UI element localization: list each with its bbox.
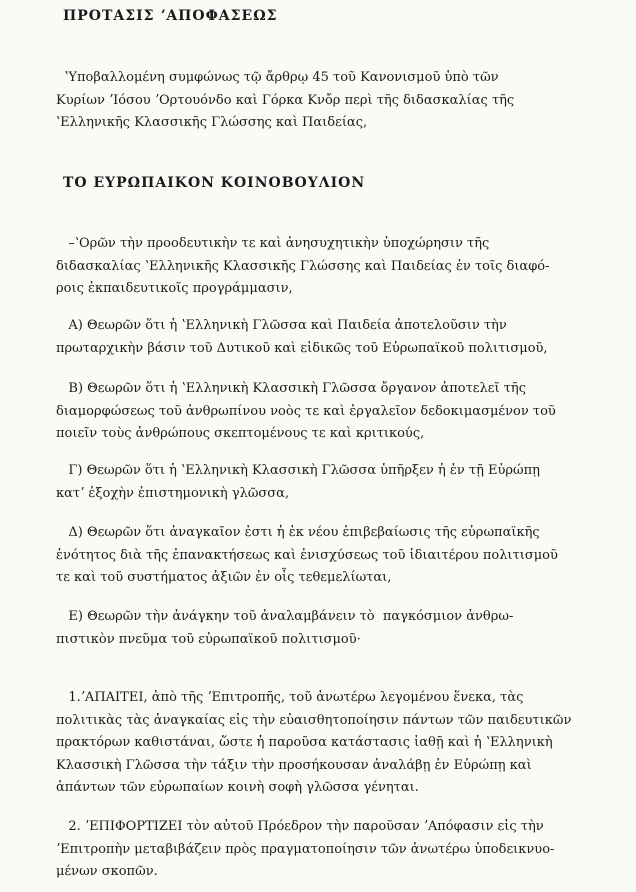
text-line: ʽΕλληνικῆς Κλασσικῆς Γλώσσης καὶ Παιδείας, (56, 115, 368, 130)
text-line: ʼΕπιτροπὴν μεταβιβάζειν πρὸς πραγματοποίησιν τῶν ἀνωτέρω ὑποδεικνυο- (56, 841, 555, 857)
text-line: πρωταρχικὴν βάσιν τοῦ Δυτικοῦ καὶ εἰδικῶς τοῦ Εὐρωπαϊκοῦ πολιτισμοῦ, (56, 340, 548, 356)
text-line: 2. ʼΕΠΙΦΟΡΤΙΖΕΙ τὸν αὐτοῦ Πρόεδρον τὴν παροῦσαν ʼΑπόφασιν εἰς τὴν (56, 819, 544, 834)
text-line: –ʽΟρῶν τὴν προοδευτικὴν τε καὶ ἀνησυχητικὴν ὑποχώρησιν τῆς (56, 236, 490, 251)
text-line: μένων σκοπῶν. (56, 864, 158, 879)
operative-clause-2 (56, 816, 616, 884)
text-line: πιστικὸν πνεῦμα τοῦ εὐρωπαϊκοῦ πολιτισμοῦ· (56, 631, 361, 647)
text-line: Κυρίων ʼΙόσου ʼΟρτουόνδο καὶ Γόρκα Κνὄρ περὶ τῆς διδασκαλίας τῆς (56, 92, 515, 108)
recital-b (56, 378, 616, 446)
text-line: πολιτικὰς τὰς ἀναγκαίας εἰς τὴν εὐαισθητοποίησιν πάντων τῶν παιδευτικῶν (56, 712, 572, 728)
text-line: Κλασσικὴ Γλῶσσα τὴν τάξιν τὴν προσήκουσαν ἀναλάβῃ ἐν Εὐρώπῃ καὶ (56, 757, 532, 773)
text-line: τε καὶ τοῦ συστήματος ἀξιῶν ἐν οἷς τεθεμελίωται, (56, 570, 392, 585)
recital-e (56, 606, 616, 651)
recital-preamble (56, 233, 616, 301)
recital-c (56, 460, 616, 505)
text-line: ἁπάντων τῶν εὐρωπαίων κοινὴ σοφὴ γλῶσσα γένηται. (56, 780, 419, 795)
text-line: Γ) Θεωρῶν ὅτι ἡ ʽΕλληνικὴ Κλασσικὴ Γλῶσσα ὑπῆρξεν ἡ ἐν τῇ Εὐρώπῃ (56, 463, 540, 478)
text-line: Α) Θεωρῶν ὅτι ἡ ʽΕλληνικὴ Γλῶσσα καὶ Παιδεία ἀποτελοῦσιν τὴν (56, 318, 507, 333)
recital-a (56, 315, 616, 360)
document-title: ΠΡΟΤΑΣΙΣ ʼΑΠΟΦΑΣΕΩΣ (63, 8, 278, 24)
text-line: 1.ʼΑΠΑΙΤΕΙ, ἀπὸ τῆς ʼΕπιτροπῆς, τοῦ ἀνωτέρω λεγομένου ἕνεκα, τὰς (56, 690, 524, 705)
text-line: διδασκαλίας ʽΕλληνικῆς Κλασσικῆς Γλώσσης καὶ Παιδείας ἐν τοῖς διαφό- (56, 258, 550, 274)
text-line: Ε) Θεωρῶν τὴν ἀνάγκην τοῦ ἀναλαμβάνειν τὸ παγκόσμιον ἀνθρω- (56, 609, 514, 624)
intro-paragraph (56, 67, 616, 135)
text-line: ροις ἐκπαιδευτικοῖς προγράμμασιν, (56, 281, 293, 296)
operative-clause-1 (56, 687, 616, 800)
text-line: ποιεῖν τοὺς ἀνθρώπους σκεπτομένους τε καὶ κριτικούς, (56, 426, 425, 441)
text-line: Β) Θεωρῶν ὅτι ἡ ʽΕλληνικὴ Κλασσικὴ Γλῶσσα ὄργανον ἀποτελεῖ τῆς (56, 381, 526, 396)
recital-d (56, 522, 616, 590)
text-line: Δ) Θεωρῶν ὅτι ἀναγκαῖον ἐστι ἡ ἐκ νέου ἐπιβεβαίωσις τῆς εὐρωπαϊκῆς (56, 525, 540, 540)
text-line: διαμορφώσεως τοῦ ἀνθρωπίνου νοὸς τε καὶ ἐργαλεῖον δεδοκιμασμένον τοῦ (56, 403, 556, 419)
section-heading: ΤΟ ΕΥΡΩΠΑΙΚΟΝ ΚΟΙΝΟΒΟΥΛΙΟΝ (63, 175, 366, 191)
text-line: πρακτόρων καθιστάναι, ὥστε ἡ παροῦσα κατάστασις ἰαθῇ καὶ ἡ ʽΕλληνικὴ (56, 735, 553, 750)
text-line: ʽΥποβαλλομένη συμφώνως τῷ ἄρθρῳ 45 τοῦ Κανονισμοῦ ὑπὸ τῶν (56, 70, 499, 85)
text-line: κατʼ ἐξοχὴν ἐπιστημονικὴ γλῶσσα, (56, 485, 290, 501)
text-line: ἑνότητος διὰ τῆς ἐπανακτήσεως καὶ ἐνισχύσεως τοῦ ἰδιαιτέρου πολιτισμοῦ (56, 547, 558, 563)
